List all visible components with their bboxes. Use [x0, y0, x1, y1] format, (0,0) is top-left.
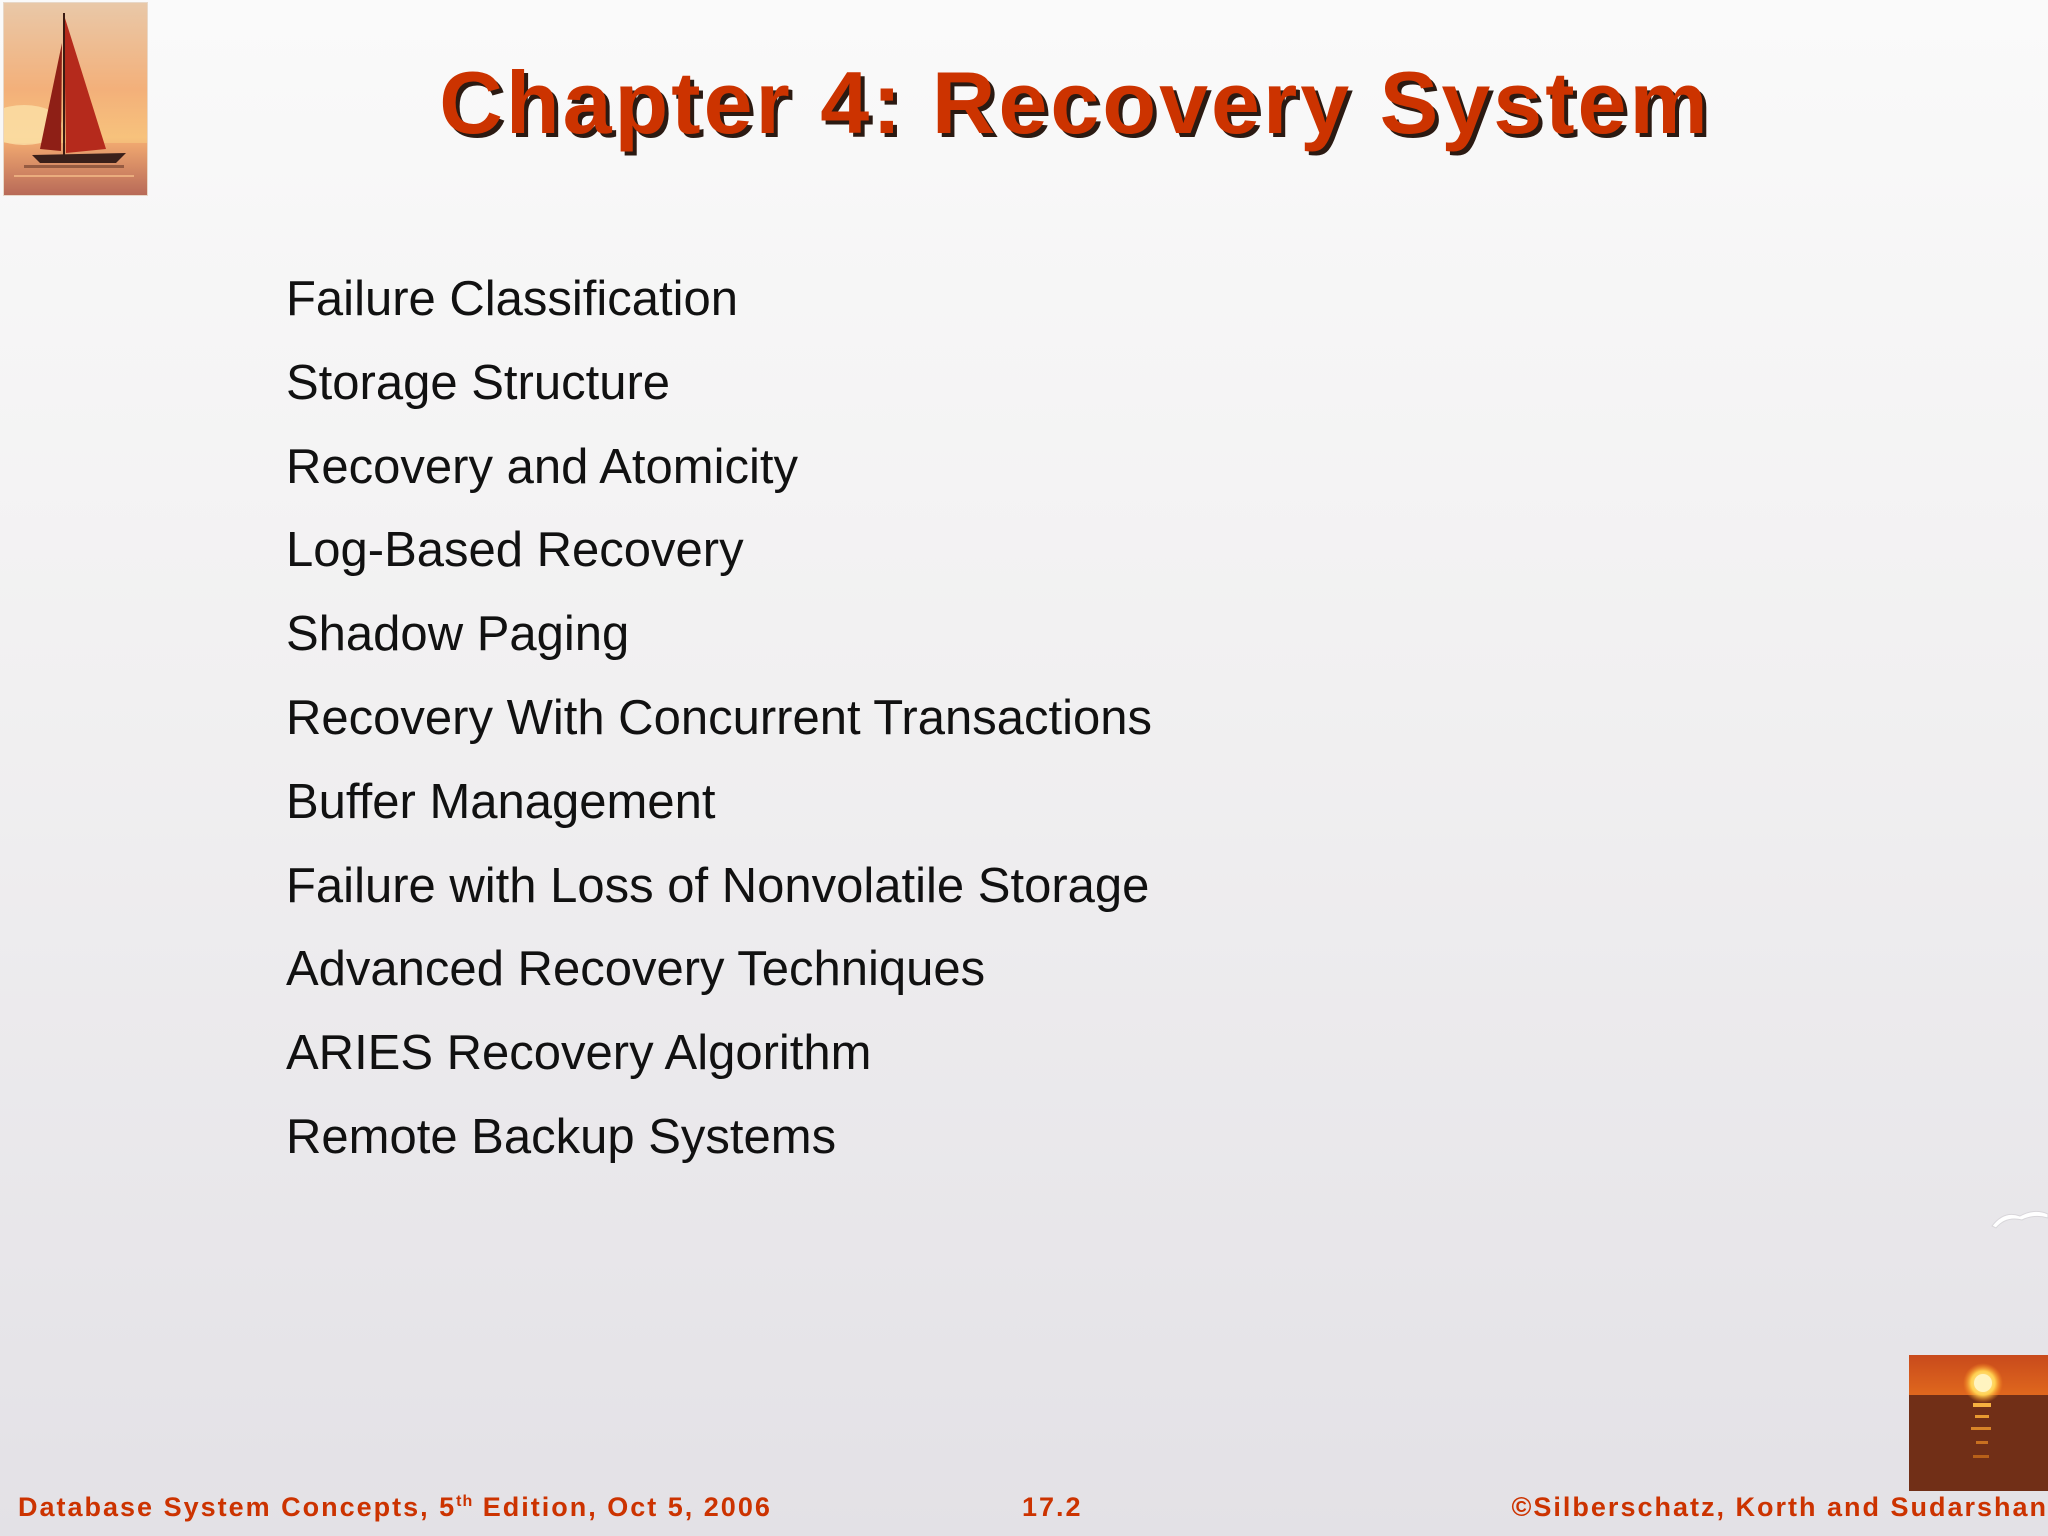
- list-item: Failure with Loss of Nonvolatile Storage: [286, 858, 1150, 913]
- list-item: Log-Based Recovery: [286, 523, 744, 578]
- list-item: Storage Structure: [286, 355, 671, 410]
- page-number: 17.2: [1022, 1492, 1083, 1522]
- list-item: Remote Backup Systems: [286, 1109, 837, 1164]
- sailboat-image: [3, 2, 148, 196]
- sunset-image: [1909, 1355, 2048, 1491]
- footer: [0, 1492, 2048, 1526]
- footer-book-info: [18, 1492, 772, 1523]
- list-item: Recovery With Concurrent Transactions: [286, 690, 1152, 745]
- list-item: Shadow Paging: [286, 607, 630, 662]
- list-item: Failure Classification: [286, 272, 739, 326]
- footer-book-sup: th: [456, 1493, 474, 1510]
- slide-title: Chapter 4: Recovery System: [439, 53, 1711, 152]
- topics-list: [286, 258, 1152, 1180]
- footer-copyright: ©Silberschatz, Korth and Sudarshan: [1511, 1492, 2048, 1522]
- list-item: Recovery and Atomicity: [286, 439, 798, 494]
- list-item: ARIES Recovery Algorithm: [286, 1026, 872, 1081]
- seagull-icon: [1990, 1204, 2048, 1234]
- list-item: Advanced Recovery Techniques: [286, 942, 986, 997]
- footer-book-suffix: Edition, Oct 5, 2006: [473, 1492, 772, 1522]
- footer-book-prefix: Database System Concepts, 5: [18, 1492, 457, 1522]
- list-item: Buffer Management: [286, 774, 716, 829]
